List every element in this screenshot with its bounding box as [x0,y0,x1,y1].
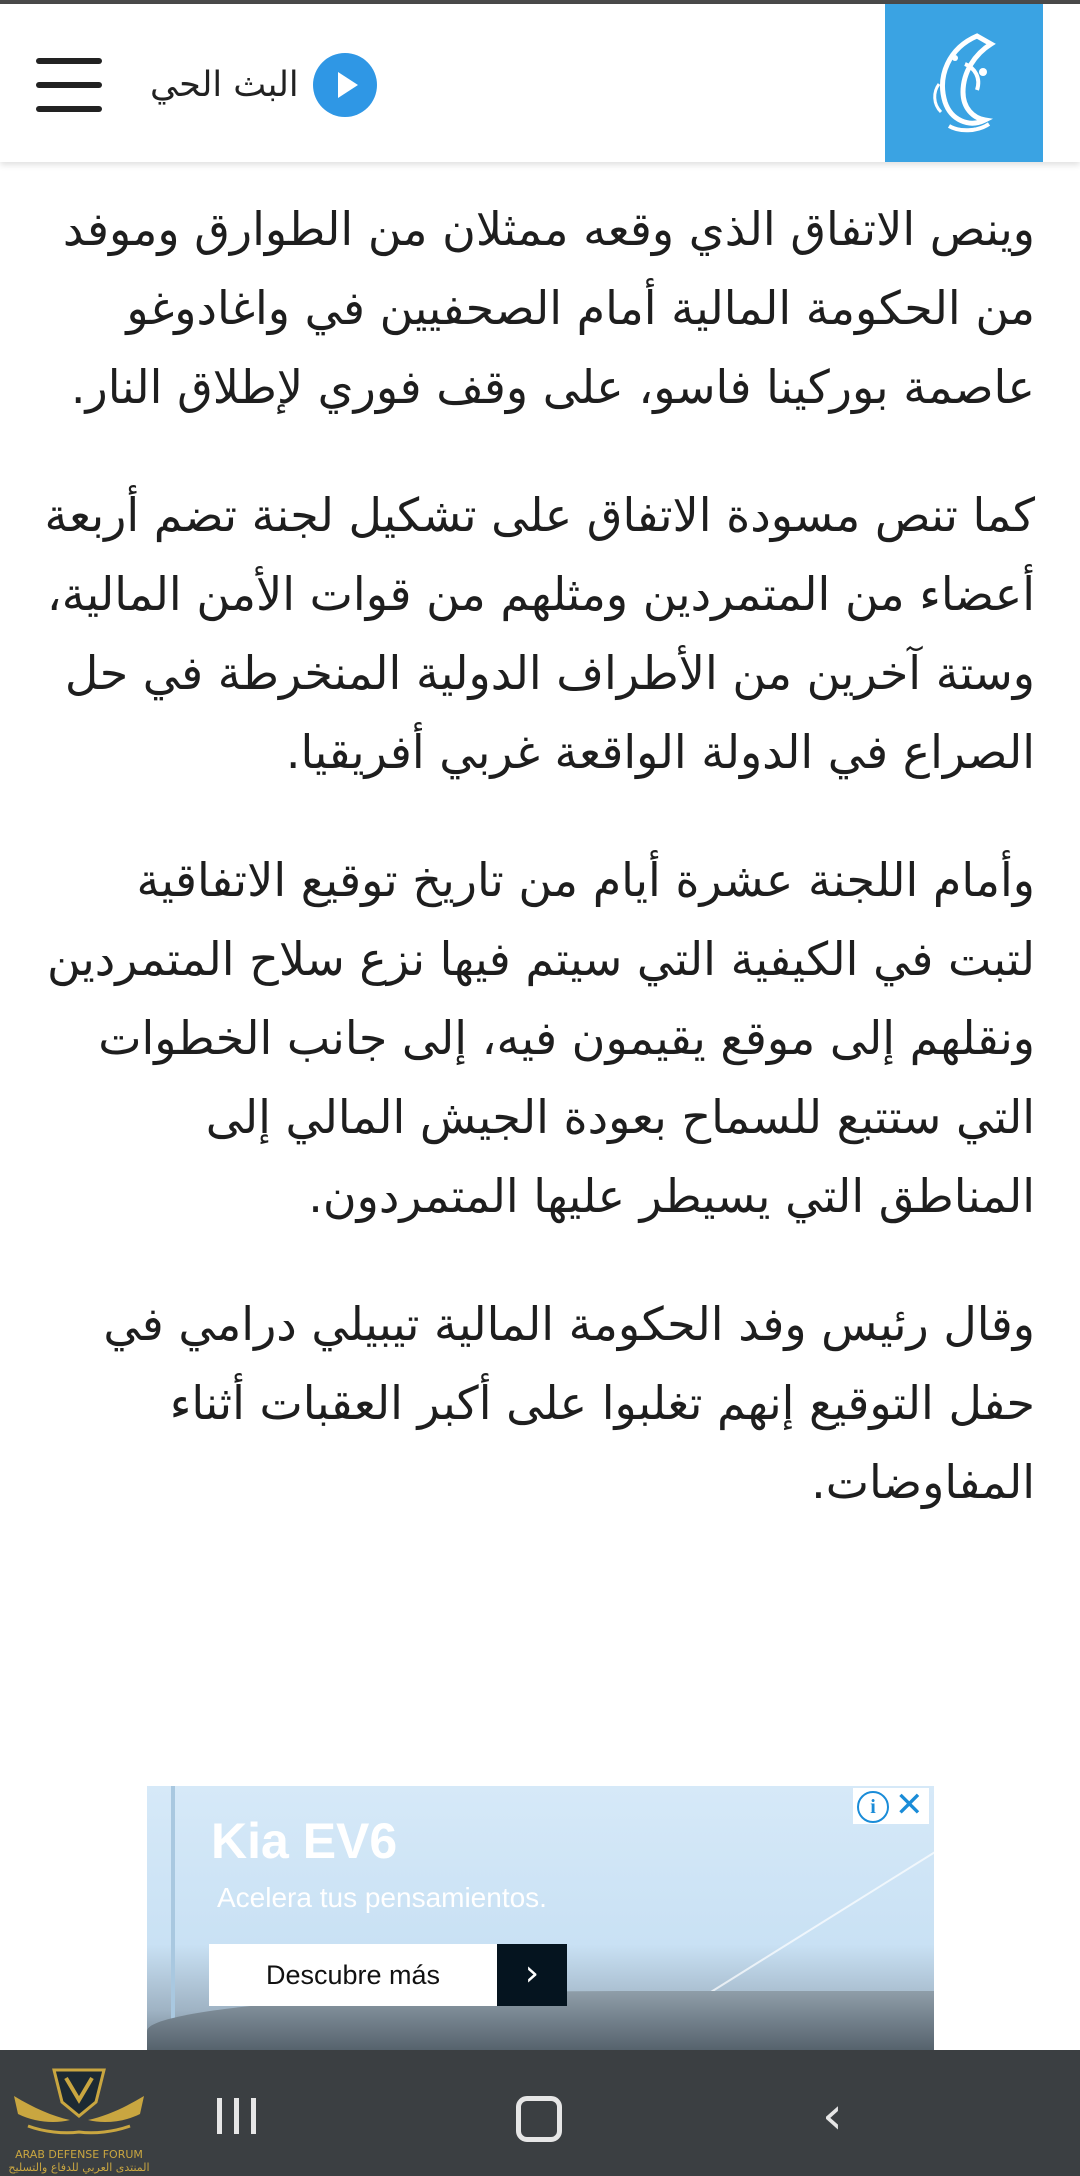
live-stream-label: البث الحي [150,65,299,105]
hamburger-menu-icon-bar [36,106,102,112]
article-paragraph: وينص الاتفاق الذي وقعه ممثلان من الطوارق وموفد من الحكومة المالية أمام الصحفيين في واغادوغو عاصمة بوركينا فاسو، على وقف فوري لإطلاق النار. [62,202,1035,414]
hamburger-menu-icon-bar [36,82,102,88]
ad-cta-button[interactable]: Descubre más [209,1944,497,2006]
play-circle-icon [313,53,377,117]
ad-close-icon[interactable]: ✕ [895,1786,924,1825]
ad-arrow-button[interactable]: › [497,1944,567,2006]
article-body [40,190,1035,1571]
aljazeera-logo[interactable] [885,4,1043,162]
article-paragraph: وقال رئيس وفد الحكومة المالية تيبيلي درامي في حفل التوقيع إنهم تغلبوا على أكبر العقبات أثناء المفاوضات. [103,1297,1035,1509]
home-icon[interactable] [516,2096,562,2142]
recent-apps-icon[interactable] [217,2098,257,2134]
ad-info-icon[interactable]: i [857,1791,889,1823]
back-icon[interactable]: ‹ [822,2086,843,2146]
ad-light-streak [694,1811,934,2003]
android-navigation-bar [0,2050,1080,2176]
ad-subtitle: Acelera tus pensamientos. [217,1882,547,1913]
hamburger-menu-icon-bar [36,58,102,64]
menu-button[interactable] [36,58,102,112]
live-stream-link[interactable] [150,48,377,122]
article-paragraph: وأمام اللجنة عشرة أيام من تاريخ توقيع الاتفاقية لتبت في الكيفية التي سيتم فيها نزع سلاح المتمردين ونقلهم إلى موقع يقيمون فيه، إلى جانب الخطوات التي ستتبع للسماح بعودة الجيش المالي إلى المناطق التي يسيطر عليها المتمردون. [46,853,1035,1223]
ad-border-stripe [171,1786,175,2050]
ad-choices [853,1788,929,1824]
article-paragraph: كما تنص مسودة الاتفاق على تشكيل لجنة تضم أربعة أعضاء من المتمردين ومثلهم من قوات الأمن المالية، وستة آخرين من الأطراف الدولية المنخرطة في حل الصراع في الدولة الواقعة غربي أفريقيا. [44,488,1035,779]
kia-ad-banner[interactable] [147,1786,934,2050]
aljazeera-logo-icon [919,28,1009,138]
watermark-text [4,2148,154,2174]
ad-title: Kia EV6 [211,1813,398,1869]
site-header [0,4,1080,162]
watermark-text-en: ARAB DEFENSE FORUM [15,2148,143,2161]
arab-defense-forum-watermark [4,2056,154,2176]
watermark-text-ar: المنتدى العربي للدفاع والتسليح [8,2161,150,2174]
eagle-emblem-icon [4,2056,154,2148]
